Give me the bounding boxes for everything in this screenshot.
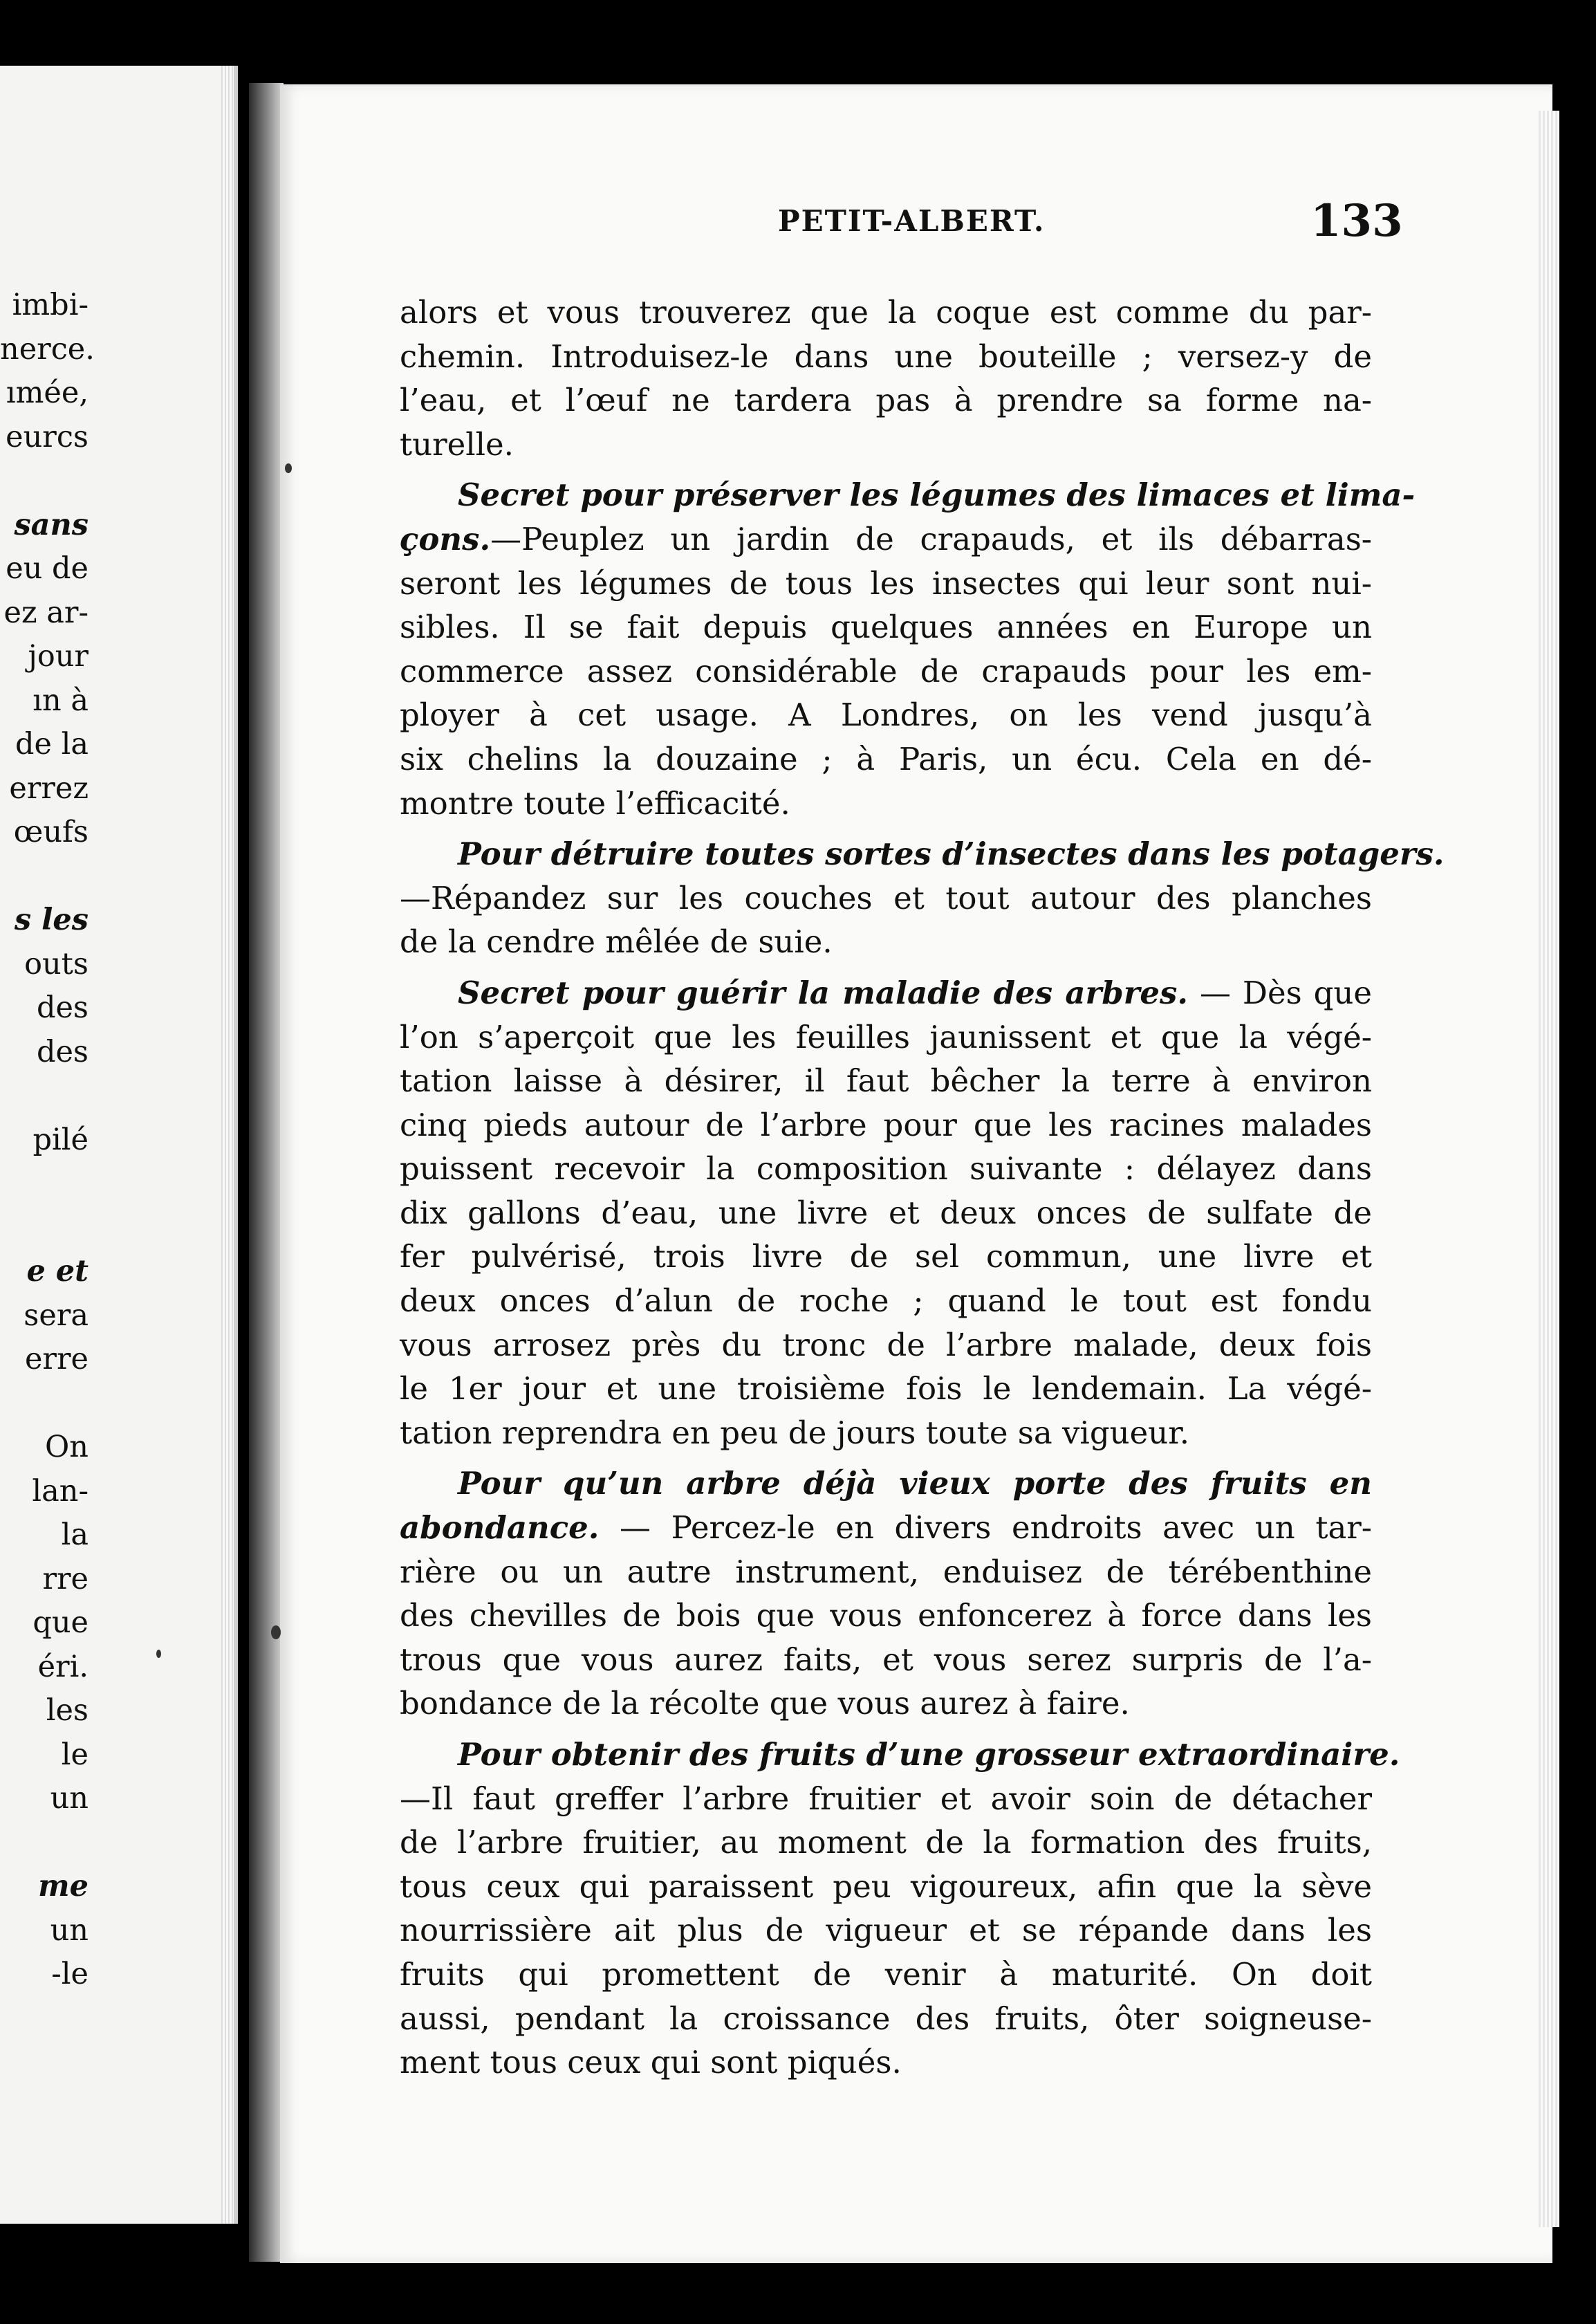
text-line (400, 1997, 1372, 2041)
page-fore-edge (1539, 111, 1559, 2227)
binding-hole-mark (271, 1625, 281, 1639)
text-line (400, 2040, 1372, 2085)
line-text: seront les légumes de tous les insectes qui leur sont nui- (400, 564, 1372, 602)
previous-page-line-fragment: ımée, (6, 376, 89, 410)
line-text: bondance de la récolte que vous aurez à faire. (400, 1685, 1130, 1722)
text-line (400, 423, 1372, 467)
recipe-heading: Pour détruire toutes sortes d’insectes dans les potagers. (458, 836, 1445, 873)
line-text: — Dès que (1188, 974, 1372, 1011)
line-text: — Percez-le en divers endroits avec un tar- (599, 1509, 1372, 1547)
paragraph (400, 473, 1416, 825)
running-title: PETIT-ALBERT. (778, 204, 1046, 238)
text-line (400, 1777, 1372, 1821)
text-line (400, 1235, 1372, 1279)
paragraph-gap (400, 466, 1372, 473)
previous-page-line-fragment: un (50, 1781, 89, 1816)
body-text (400, 290, 1445, 2085)
previous-page-line-fragment: œufs (13, 815, 89, 849)
previous-page-line-fragment: e et (26, 1254, 89, 1289)
previous-page-line-fragment: me (38, 1869, 89, 1903)
previous-page-line-fragment: des (36, 1034, 89, 1069)
paragraph (400, 971, 1372, 1455)
previous-page-line-fragment: des (36, 990, 89, 1025)
text-line (400, 1367, 1372, 1411)
text-line (400, 1550, 1372, 1594)
text-line (400, 1279, 1372, 1323)
line-text: des chevilles de bois que vous enfoncerez à force dans les (400, 1597, 1372, 1634)
text-line (400, 782, 1372, 826)
line-text: alors et vous trouverez que la coque est comme du par- (400, 294, 1372, 331)
line-text: ployer à cet usage. A Londres, on les vend jusqu’à (400, 697, 1372, 734)
line-text: ment tous ceux qui sont piqués. (400, 2044, 902, 2081)
paragraph-gap (400, 825, 1372, 832)
previous-page-line-fragment: la (61, 1518, 89, 1552)
previous-page-line-fragment: erre (24, 1342, 89, 1376)
line-text: commerce assez considérable de crapauds pour les em- (400, 652, 1372, 690)
line-text: le 1er jour et une troisième fois le lendemain. La végé- (400, 1370, 1372, 1408)
line-text: de la cendre mêlée de suie. (400, 923, 833, 961)
paragraph-gap (400, 1455, 1372, 1461)
line-text: turelle. (400, 425, 514, 463)
paragraph (400, 290, 1372, 466)
previous-page-line-fragment: eu de (6, 551, 89, 586)
recipe-heading: Secret pour guérir la maladie des arbres. (458, 974, 1189, 1011)
previous-page-line-fragment: lan- (32, 1473, 89, 1509)
previous-page-line-fragment: s les (14, 903, 89, 937)
line-text: puissent recevoir la composition suivante : délayez dans (400, 1150, 1372, 1188)
previous-page-edge (0, 66, 238, 2224)
text-line (400, 1059, 1372, 1103)
recipe-heading: Secret pour préserver les légumes des limaces et lima- (458, 477, 1416, 514)
text-line (400, 876, 1372, 921)
previous-page-line-fragment (0, 855, 89, 899)
text-line (400, 693, 1372, 737)
previous-page-line-fragment: éri. (37, 1649, 89, 1684)
line-text: —Peuplez un jardin de crapauds, et ils débarras- (490, 520, 1372, 557)
line-text: fer pulvérisé, trois livre de sel commun, une livre et (400, 1238, 1372, 1275)
previous-page-line-fragment: -le (51, 1957, 89, 1991)
line-text: vous arrosez près du tronc de l’arbre malade, deux fois (400, 1326, 1372, 1363)
line-text: nourrissière ait plus de vigueur et se répande dans les (400, 1912, 1372, 1949)
text-line (400, 1733, 1400, 1777)
previous-page-line-fragment (0, 459, 89, 504)
text-line (400, 1865, 1372, 1909)
previous-page-line-fragment: sera (24, 1298, 89, 1333)
text-line (400, 1953, 1372, 1997)
line-text: cinq pieds autour de l’arbre pour que les racines malades (400, 1106, 1372, 1143)
previous-page-line-fragment: eurcs (6, 419, 89, 454)
text-line (400, 1191, 1372, 1235)
text-line (400, 1147, 1372, 1191)
recipe-heading: Pour qu’un arbre déjà vieux porte des fruits en (458, 1465, 1372, 1502)
previous-page-line-fragment: que (33, 1605, 89, 1640)
line-text: rière ou un autre instrument, enduisez de térébenthine (400, 1553, 1372, 1590)
previous-page-line-fragment (0, 1074, 89, 1118)
paragraph-gap (400, 1726, 1372, 1733)
line-text: l’on s’aperçoit que les feuilles jaunissent et que la végé- (400, 1018, 1372, 1055)
text-line (400, 1323, 1372, 1367)
previous-page-line-fragment (0, 1206, 89, 1251)
text-line (400, 649, 1372, 694)
text-line (400, 335, 1372, 379)
line-text: tation laisse à désirer, il faut bêcher la terre à environ (400, 1062, 1372, 1100)
text-line (400, 1681, 1372, 1726)
text-line (400, 517, 1372, 562)
line-text: tous ceux qui paraissent peu vigoureux, afin que la sève (400, 1868, 1372, 1905)
previous-page-text-fragments (0, 284, 95, 1997)
previous-page-line-fragment: de la (15, 727, 89, 762)
text-line (400, 832, 1445, 876)
line-text: fruits qui promettent de venir à maturité. On doit (400, 1955, 1372, 1993)
text-line (400, 605, 1372, 649)
paragraph (400, 832, 1445, 964)
previous-page-line-fragment (0, 1162, 89, 1206)
text-line (400, 1594, 1372, 1638)
paragraph (400, 1461, 1372, 1726)
text-line (400, 1506, 1372, 1550)
binding-hole-mark (285, 463, 292, 473)
previous-page-line-fragment: outs (24, 946, 89, 981)
text-line (400, 1411, 1372, 1455)
previous-page-line-fragment: nerce. (0, 331, 95, 367)
text-line (400, 1015, 1372, 1060)
line-text: trous que vous aurez faits, et vous serez surpris de l’a- (400, 1641, 1372, 1678)
text-line (400, 971, 1372, 1015)
previous-page-line-fragment: les (46, 1693, 89, 1728)
previous-page-line-fragment: ez ar- (3, 595, 89, 630)
previous-page-line-fragment: On (45, 1430, 89, 1464)
previous-page-line-fragment: pilé (33, 1122, 89, 1157)
previous-page-line-fragment: jour (28, 639, 89, 674)
line-text: de l’arbre fruitier, au moment de la formation des fruits, (400, 1824, 1372, 1861)
line-text: l’eau, et l’œuf ne tardera pas à prendre sa forme na- (400, 382, 1372, 419)
line-text: deux onces d’alun de roche ; quand le tout est fondu (400, 1282, 1372, 1320)
text-line (400, 737, 1372, 782)
text-line (400, 473, 1416, 517)
previous-page-fore-edge (221, 66, 234, 2224)
text-line (400, 378, 1372, 423)
recipe-heading: Pour obtenir des fruits d’une grosseur extraordinaire. (458, 1736, 1400, 1773)
line-text: —Répandez sur les couches et tout autour des planches (400, 879, 1372, 916)
text-line (400, 920, 1372, 964)
line-text: chemin. Introduisez-le dans une bouteille ; versez-y de (400, 338, 1372, 375)
line-text: sibles. Il se fait depuis quelques années en Europe un (400, 609, 1372, 646)
paragraph-gap (400, 964, 1372, 971)
recipe-heading: çons. (400, 520, 491, 557)
previous-page-line-fragment: rre (42, 1561, 89, 1596)
line-text: montre toute l’efficacité. (400, 784, 790, 822)
previous-page-line-fragment: ın à (33, 683, 89, 718)
binding-hole-mark (156, 1650, 161, 1658)
text-line (400, 1820, 1372, 1865)
recipe-heading: abondance. (400, 1509, 600, 1547)
line-text: —Il faut greffer l’arbre fruitier et avoir soin de détacher (400, 1780, 1372, 1817)
line-text: tation reprendra en peu de jours toute sa vigueur. (400, 1414, 1190, 1451)
previous-page-line-fragment: un (50, 1912, 89, 1948)
line-text: aussi, pendant la croissance des fruits, ôter soigneuse- (400, 2000, 1372, 2037)
previous-page-line-fragment: imbi- (12, 288, 89, 322)
page-number: 133 (1310, 195, 1403, 247)
previous-page-line-fragment (0, 1382, 89, 1426)
text-line (400, 1638, 1372, 1682)
text-line (400, 562, 1372, 606)
previous-page-line-fragment (0, 1821, 89, 1865)
line-text: six chelins la douzaine ; à Paris, un écu. Cela en dé- (400, 740, 1372, 777)
text-line (400, 1461, 1372, 1506)
previous-page-line-fragment: le (61, 1737, 89, 1772)
previous-page-line-fragment: sans (14, 507, 89, 542)
text-line (400, 1908, 1372, 1953)
text-line (400, 290, 1372, 335)
paragraph (400, 1733, 1400, 2085)
line-text: dix gallons d’eau, une livre et deux onces de sulfate de (400, 1194, 1372, 1231)
page-gutter-shadow (249, 83, 284, 2262)
text-line (400, 1103, 1372, 1147)
previous-page-line-fragment: errez (9, 771, 89, 806)
